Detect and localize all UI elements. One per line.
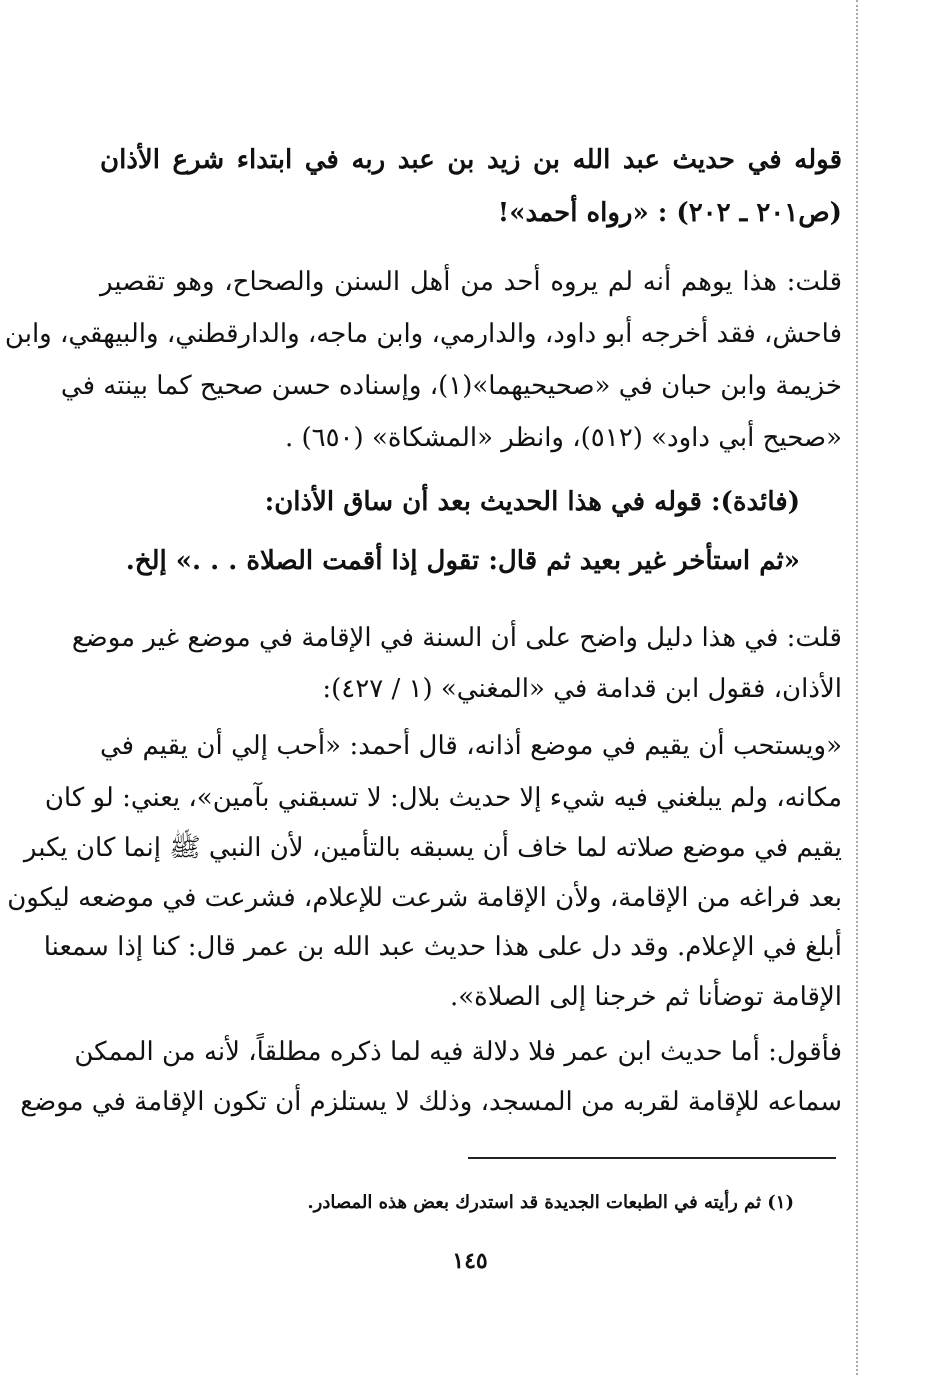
paragraph-1-line-2: فاحش، فقد أخرجه أبو داود، والدارمي، وابن ماجه، والدارقطني، والبيهقي، وابن <box>4 319 842 349</box>
paragraph-2-line-1: قلت: في هذا دليل واضح على أن السنة في الإقامة في موضع غير موضع <box>71 623 842 653</box>
paragraph-3-line-2: سماعه للإقامة لقربه من المسجد، وذلك لا يستلزم أن تكون الإقامة في موضع <box>20 1087 842 1117</box>
paragraph-2-line-2: الأذان، فقول ابن قدامة في «المغني» (١ / ٤٢٧): <box>322 674 842 704</box>
quote-line-4: بعد فراغه من الإقامة، ولأن الإقامة شرعت للإعلام، فشرعت في موضعه ليكون <box>7 883 842 913</box>
quote-line-2: مكانه، ولم يبلغني فيه شيء إلا حديث بلال: لا تسبقني بآمين»، يعني: لو كان <box>44 783 842 813</box>
quote-line-1: «ويستحب أن يقيم في موضع أذانه، قال أحمد: «أحب إلي أن يقيم في <box>100 731 842 761</box>
page-number: ١٤٥ <box>452 1248 488 1274</box>
heading-line-2: (ص٢٠١ ـ ٢٠٢) : «رواه أحمد»! <box>497 198 842 228</box>
quote-line-6: الإقامة توضأنا ثم خرجنا إلى الصلاة». <box>449 982 842 1012</box>
footnote: (١) ثم رأيته في الطبعات الجديدة قد استدرك بعض هذه المصادر. <box>307 1192 794 1213</box>
quote-line-5: أبلغ في الإعلام. وقد دل على هذا حديث عبد الله بن عمر قال: كنا إذا سمعنا <box>43 932 842 962</box>
footnote-separator <box>468 1157 836 1159</box>
heading-line-1: قوله في حديث عبد الله بن زيد بن عبد ربه في ابتداء شرع الأذان <box>100 145 842 175</box>
faida-line-1: (فائدة): قوله في هذا الحديث بعد أن ساق الأذان: <box>264 487 800 517</box>
paragraph-1-line-4: «صحيح أبي داود» (٥١٢)، وانظر «المشكاة» (٦٥٠) . <box>284 423 842 453</box>
faida-line-2: «ثم استأخر غير بعيد ثم قال: تقول إذا أقمت الصلاة . . .» إلخ. <box>125 546 800 576</box>
page-edge-dotted-line <box>856 0 858 1375</box>
paragraph-1-line-1: قلت: هذا يوهم أنه لم يروه أحد من أهل السنن والصحاح، وهو تقصير <box>100 267 842 297</box>
quote-line-3: يقيم في موضع صلاته لما خاف أن يسبقه بالتأمين، لأن النبي ﷺ إنما كان يكبر <box>23 833 842 863</box>
paragraph-3-line-1: فأقول: أما حديث ابن عمر فلا دلالة فيه لما ذكره مطلقاً، لأنه من الممكن <box>74 1037 842 1067</box>
paragraph-1-line-3: خزيمة وابن حبان في «صحيحيهما»(١)، وإسناده حسن صحيح كما بينته في <box>60 371 842 401</box>
